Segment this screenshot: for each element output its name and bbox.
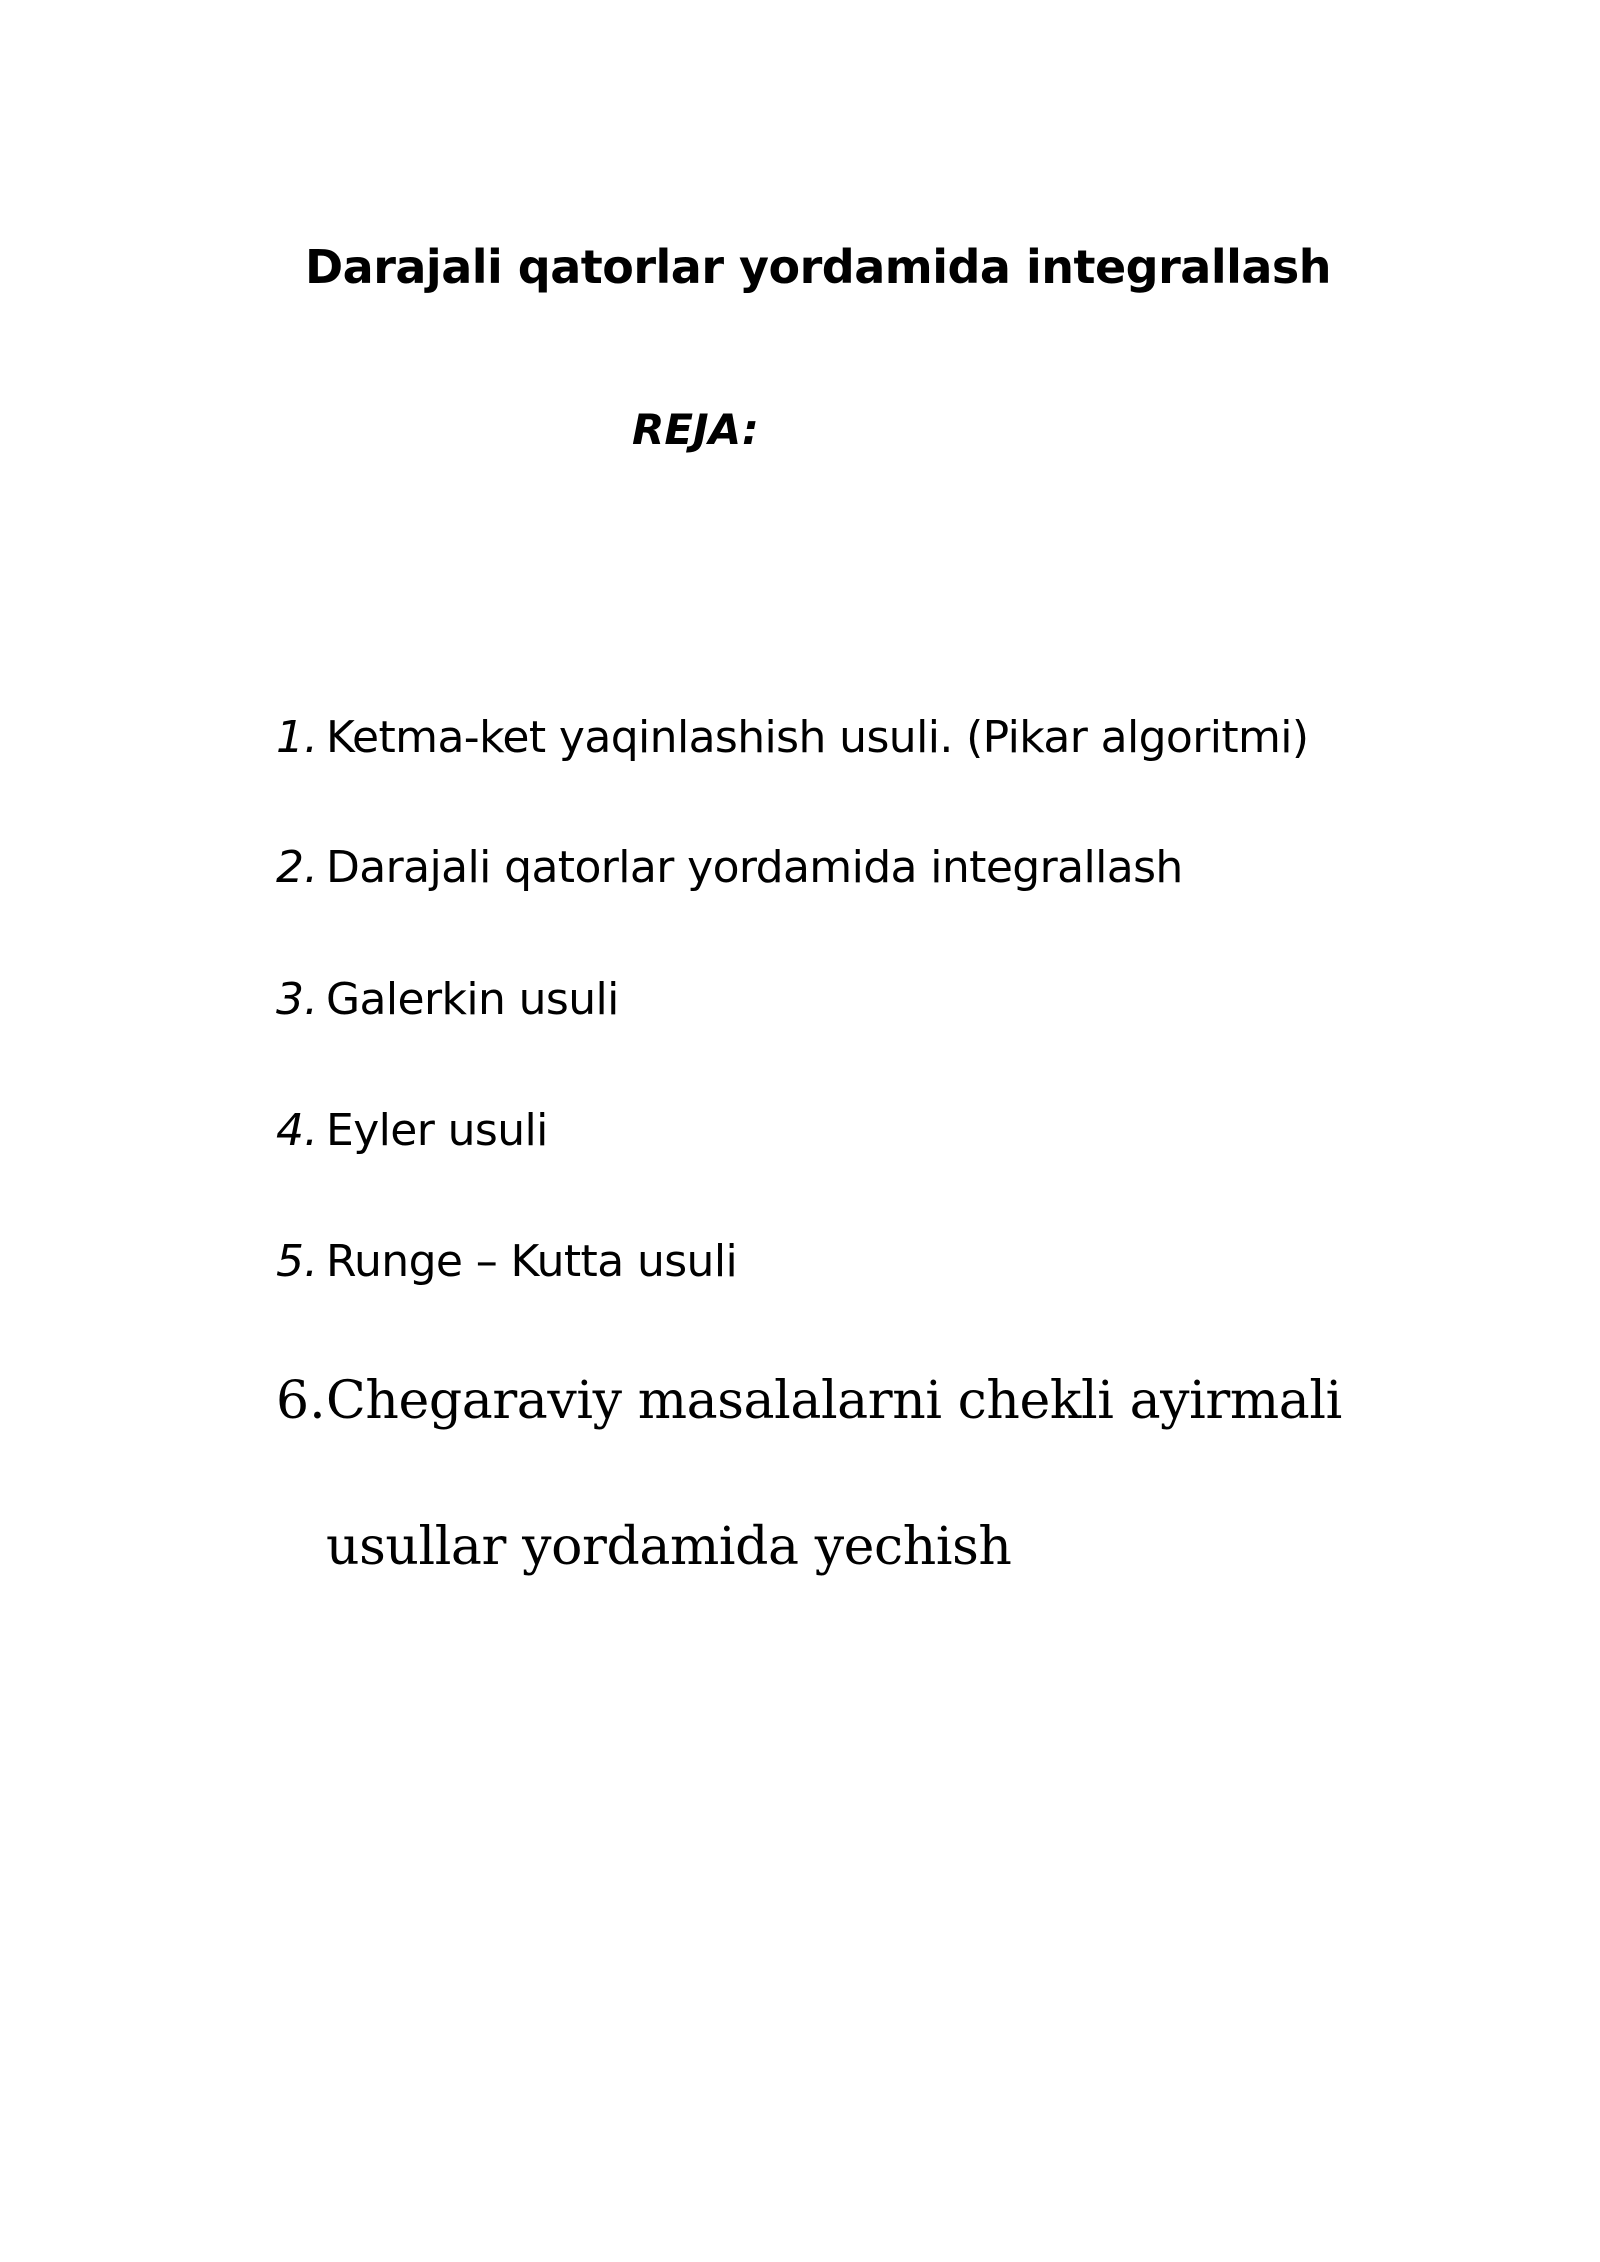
document-title: Darajali qatorlar yordamida integrallash bbox=[304, 240, 1332, 294]
plan-item-text: Runge – Kutta usuli bbox=[326, 1236, 738, 1287]
plan-item-number: 6. bbox=[276, 1371, 326, 1431]
plan-item-number: 2. bbox=[276, 842, 318, 893]
plan-item-text: Ketma-ket yaqinlashish usuli. (Pikar algoritmi) bbox=[326, 712, 1309, 763]
plan-item-text: Galerkin usuli bbox=[326, 974, 619, 1025]
plan-item-number: 5. bbox=[276, 1236, 318, 1287]
plan-item-text: Chegaraviy masalalarni chekli ayirmali usullar yordamida yechish bbox=[326, 1371, 1342, 1577]
plan-item-text: Darajali qatorlar yordamida integrallash bbox=[326, 842, 1183, 893]
plan-item-text: Eyler usuli bbox=[326, 1105, 548, 1156]
plan-item-number: 3. bbox=[276, 974, 318, 1025]
plan-item-number: 4. bbox=[276, 1105, 318, 1156]
plan-item-number: 1. bbox=[276, 712, 318, 763]
plan-heading: REJA: bbox=[632, 405, 759, 454]
